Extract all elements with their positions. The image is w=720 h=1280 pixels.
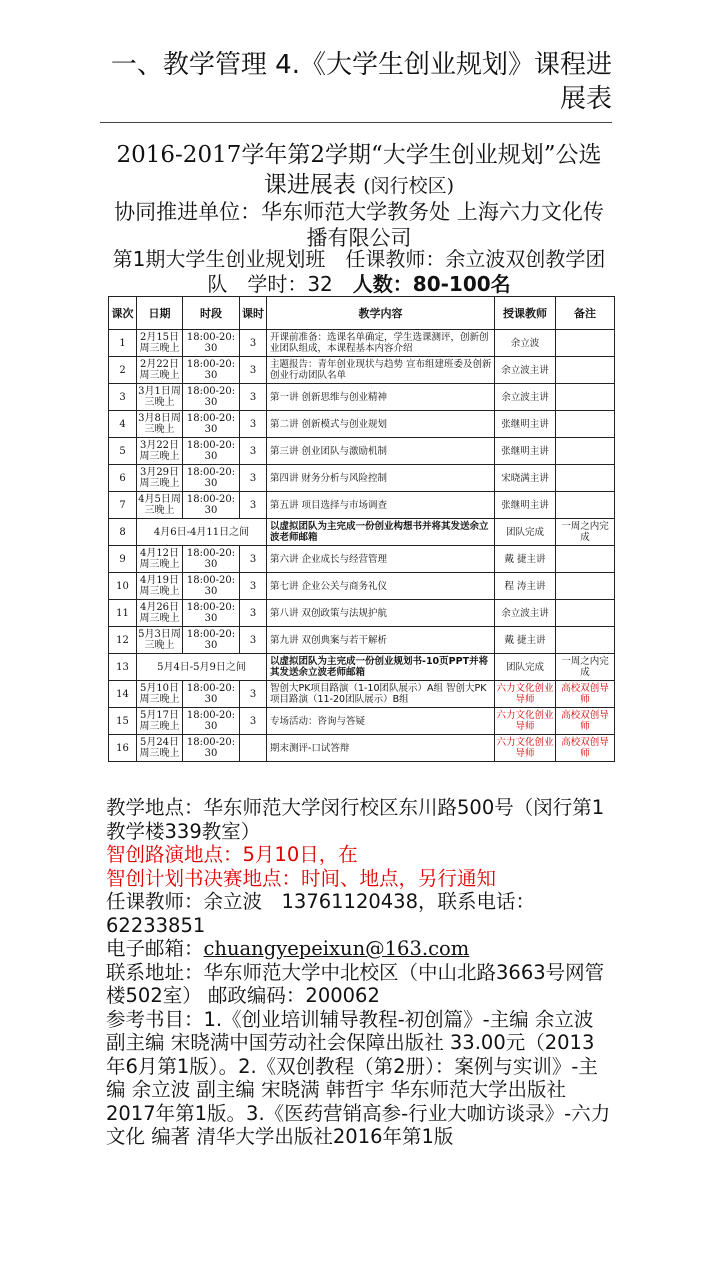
teaching-location: 教学地点：华东师范大学闵行校区东川路500号（闵行第1教学楼339教室） — [106, 796, 605, 843]
table-row — [109, 519, 615, 546]
cell-hours: 3 — [240, 573, 267, 600]
cell-time: 18:00-20:30 — [183, 411, 240, 438]
cell-note: 一周之内完成 — [556, 654, 615, 681]
cell-date: 2月15日周三晚上 — [137, 330, 183, 357]
cell-note — [556, 438, 615, 465]
cell-time: 18:00-20:30 — [183, 708, 240, 735]
cell-hours: 3 — [240, 357, 267, 384]
cell-hours: 3 — [240, 330, 267, 357]
cell-content: 开课前准备：选课名单确定，学生选课测评，创新创业团队组成，本课程基本内容介绍 — [267, 330, 495, 357]
cell-time: 18:00-20:30 — [183, 600, 240, 627]
cell-lesson-no: 14 — [109, 681, 137, 708]
email-line — [106, 937, 612, 961]
cell-hours: 3 — [240, 384, 267, 411]
cell-teacher: 余立波主讲 — [495, 357, 556, 384]
cell-teacher: 余立波主讲 — [495, 600, 556, 627]
cell-lesson-no: 16 — [109, 735, 137, 762]
cell-time: 18:00-20:30 — [183, 546, 240, 573]
cell-lesson-no: 15 — [109, 708, 137, 735]
cell-lesson-no: 3 — [109, 384, 137, 411]
cell-hours: 3 — [240, 411, 267, 438]
header-hours: 课时 — [240, 297, 267, 330]
cell-date: 5月17日周三晚上 — [137, 708, 183, 735]
cell-teacher: 戴 捷主讲 — [495, 546, 556, 573]
cell-lesson-no: 1 — [109, 330, 137, 357]
cell-lesson-no: 8 — [109, 519, 137, 546]
cell-content: 专场活动：咨询与答疑 — [267, 708, 495, 735]
cell-time: 18:00-20:30 — [183, 384, 240, 411]
course-footer — [106, 796, 612, 1149]
section-heading: 一、教学管理 4.《大学生创业规划》课程进展表 — [110, 50, 612, 114]
table-row — [109, 492, 615, 519]
cell-content: 主题报告：青年创业现状与趋势 宣布组建班委及创新创业行动团队名单 — [267, 357, 495, 384]
header-note: 备注 — [556, 297, 615, 330]
cell-lesson-no: 5 — [109, 438, 137, 465]
cell-time: 18:00-20:30 — [183, 573, 240, 600]
cell-date: 4月5日周三晚上 — [137, 492, 183, 519]
cell-content: 以虚拟团队为主完成一份创业构想书并将其发送余立波老师邮箱 — [267, 519, 495, 546]
cell-hours — [240, 735, 267, 762]
table-row — [109, 735, 615, 762]
cell-date: 2月22日周三晚上 — [137, 357, 183, 384]
table-row — [109, 438, 615, 465]
cell-hours: 3 — [240, 708, 267, 735]
cell-content: 期末测评-口试答辩 — [267, 735, 495, 762]
contact-address: 联系地址：华东师范大学中北校区（中山北路3663号网管楼502室） 邮政编码：200062 — [106, 960, 605, 1007]
class-info — [106, 247, 612, 297]
table-header-row — [109, 297, 615, 330]
document-title-campus: (闵行校区) — [363, 175, 455, 197]
cell-lesson-no: 12 — [109, 627, 137, 654]
schedule-table-body — [109, 330, 615, 762]
cell-date: 4月26日周三晚上 — [137, 600, 183, 627]
heading-divider — [100, 122, 612, 123]
cell-lesson-no: 2 — [109, 357, 137, 384]
cell-content: 第九讲 双创典案与若干解析 — [267, 627, 495, 654]
cell-lesson-no: 6 — [109, 465, 137, 492]
header-content: 教学内容 — [267, 297, 495, 330]
cell-note: 一周之内完成 — [556, 519, 615, 546]
cell-content: 以虚拟团队为主完成一份创业规划书-10页PPT并将其发送余立波老师邮箱 — [267, 654, 495, 681]
table-row — [109, 357, 615, 384]
table-row — [109, 627, 615, 654]
cell-note — [556, 546, 615, 573]
table-row — [109, 546, 615, 573]
reference-books: 参考书目：1.《创业培训辅导教程-初创篇》-主编 余立波 副主编 宋晓满中国劳动社会保障出版社 33.00元（2013年6月第1版）。2.《双创教程（第2册）：案例与实训》-主编 余立波 副主编 宋晓满 韩哲宇 华东师范大学出版社 2017年第1版。3.《医药营销高参-行业大咖访谈录》-六力文化 编著 清华大学出版社2016年第1版 — [106, 1007, 611, 1148]
cell-note — [556, 492, 615, 519]
cell-teacher: 六力文化创业导师 — [495, 735, 556, 762]
cell-teacher: 戴 捷主讲 — [495, 627, 556, 654]
cell-time: 18:00-20:30 — [183, 438, 240, 465]
cell-lesson-no: 4 — [109, 411, 137, 438]
cell-teacher: 余立波主讲 — [495, 384, 556, 411]
table-row — [109, 384, 615, 411]
cell-date-range: 5月4日-5月9日之间 — [137, 654, 267, 681]
cell-hours: 3 — [240, 627, 267, 654]
cell-content: 第一讲 创新思维与创业精神 — [267, 384, 495, 411]
cell-content: 第五讲 项目选择与市场调查 — [267, 492, 495, 519]
cell-note — [556, 357, 615, 384]
cell-teacher: 宋晓满主讲 — [495, 465, 556, 492]
class-size: 人数：80-100名 — [352, 272, 511, 296]
cell-time: 18:00-20:30 — [183, 357, 240, 384]
cell-date: 5月10日周三晚上 — [137, 681, 183, 708]
cell-time: 18:00-20:30 — [183, 735, 240, 762]
document-title-text: 2016-2017学年第2学期“大学生创业规划”公选课进展表 — [116, 142, 602, 198]
cell-note — [556, 600, 615, 627]
final-location: 智创计划书决赛地点：时间、地点，另行通知 — [106, 866, 497, 890]
cell-date: 3月8日周三晚上 — [137, 411, 183, 438]
cell-time: 18:00-20:30 — [183, 465, 240, 492]
class-info-main: 第1期大学生创业规划班 任课教师：余立波双创教学团队 学时：32 — [112, 247, 606, 296]
document-title — [106, 140, 612, 201]
table-row — [109, 330, 615, 357]
cell-content: 第三讲 创业团队与激励机制 — [267, 438, 495, 465]
cell-note — [556, 627, 615, 654]
cell-time: 18:00-20:30 — [183, 627, 240, 654]
cell-hours: 3 — [240, 546, 267, 573]
cell-note — [556, 384, 615, 411]
cell-note — [556, 330, 615, 357]
roadshow-location: 智创路演地点：5月10日，在 — [106, 843, 358, 866]
cell-note — [556, 573, 615, 600]
cooperation-units: 协同推进单位：华东师范大学教务处 上海六力文化传播有限公司 — [114, 200, 604, 250]
cell-note — [556, 411, 615, 438]
cell-teacher: 张继明主讲 — [495, 492, 556, 519]
cell-note: 高校双创导师 — [556, 681, 615, 708]
cell-hours: 3 — [240, 465, 267, 492]
cell-teacher: 团队完成 — [495, 654, 556, 681]
cell-lesson-no: 11 — [109, 600, 137, 627]
cell-note — [556, 465, 615, 492]
cell-hours: 3 — [240, 600, 267, 627]
cell-content: 第八讲 双创政策与法规护航 — [267, 600, 495, 627]
cell-lesson-no: 9 — [109, 546, 137, 573]
cell-teacher: 团队完成 — [495, 519, 556, 546]
cell-content: 第六讲 企业成长与经营管理 — [267, 546, 495, 573]
cell-lesson-no: 7 — [109, 492, 137, 519]
cell-teacher: 余立波 — [495, 330, 556, 357]
cell-lesson-no: 10 — [109, 573, 137, 600]
cell-time: 18:00-20:30 — [183, 330, 240, 357]
table-row — [109, 708, 615, 735]
table-row — [109, 654, 615, 681]
table-row — [109, 411, 615, 438]
header-lesson-no: 课次 — [109, 297, 137, 330]
cell-teacher: 六力文化创业导师 — [495, 681, 556, 708]
cell-date: 3月22日周三晚上 — [137, 438, 183, 465]
header-teacher: 授课教师 — [495, 297, 556, 330]
teacher-contact: 任课教师：余立波 13761120438，联系电话：62233851 — [106, 890, 535, 937]
cell-lesson-no: 13 — [109, 654, 137, 681]
cell-date-range: 4月6日-4月11日之间 — [137, 519, 267, 546]
cell-hours: 3 — [240, 438, 267, 465]
schedule-table — [108, 296, 615, 762]
cell-teacher: 程 涛主讲 — [495, 573, 556, 600]
cell-note: 高校双创导师 — [556, 708, 615, 735]
cell-date: 3月1日周三晚上 — [137, 384, 183, 411]
cell-hours: 3 — [240, 492, 267, 519]
cell-content: 第二讲 创新模式与创业规划 — [267, 411, 495, 438]
cell-teacher: 张继明主讲 — [495, 438, 556, 465]
cell-date: 5月24日周三晚上 — [137, 735, 183, 762]
cell-note: 高校双创导师 — [556, 735, 615, 762]
email-link[interactable]: chuangyepeixun@163.com — [203, 937, 470, 960]
cell-date: 4月19日周三晚上 — [137, 573, 183, 600]
cell-date: 3月29日周三晚上 — [137, 465, 183, 492]
cell-content: 智创大PK项目路演（1-10团队展示）A组 智创大PK项目路演（11-20团队展示）B组 — [267, 681, 495, 708]
table-row — [109, 681, 615, 708]
cell-hours: 3 — [240, 681, 267, 708]
cell-teacher: 张继明主讲 — [495, 411, 556, 438]
table-row — [109, 465, 615, 492]
cell-teacher: 六力文化创业导师 — [495, 708, 556, 735]
cell-content: 第七讲 企业公关与商务礼仪 — [267, 573, 495, 600]
cell-time: 18:00-20:30 — [183, 681, 240, 708]
table-row — [109, 600, 615, 627]
cell-date: 5月3日周三晚上 — [137, 627, 183, 654]
cell-content: 第四讲 财务分析与风险控制 — [267, 465, 495, 492]
table-row — [109, 573, 615, 600]
header-time: 时段 — [183, 297, 240, 330]
header-date: 日期 — [137, 297, 183, 330]
cell-time: 18:00-20:30 — [183, 492, 240, 519]
cell-date: 4月12日周三晚上 — [137, 546, 183, 573]
email-label: 电子邮箱： — [106, 937, 204, 960]
